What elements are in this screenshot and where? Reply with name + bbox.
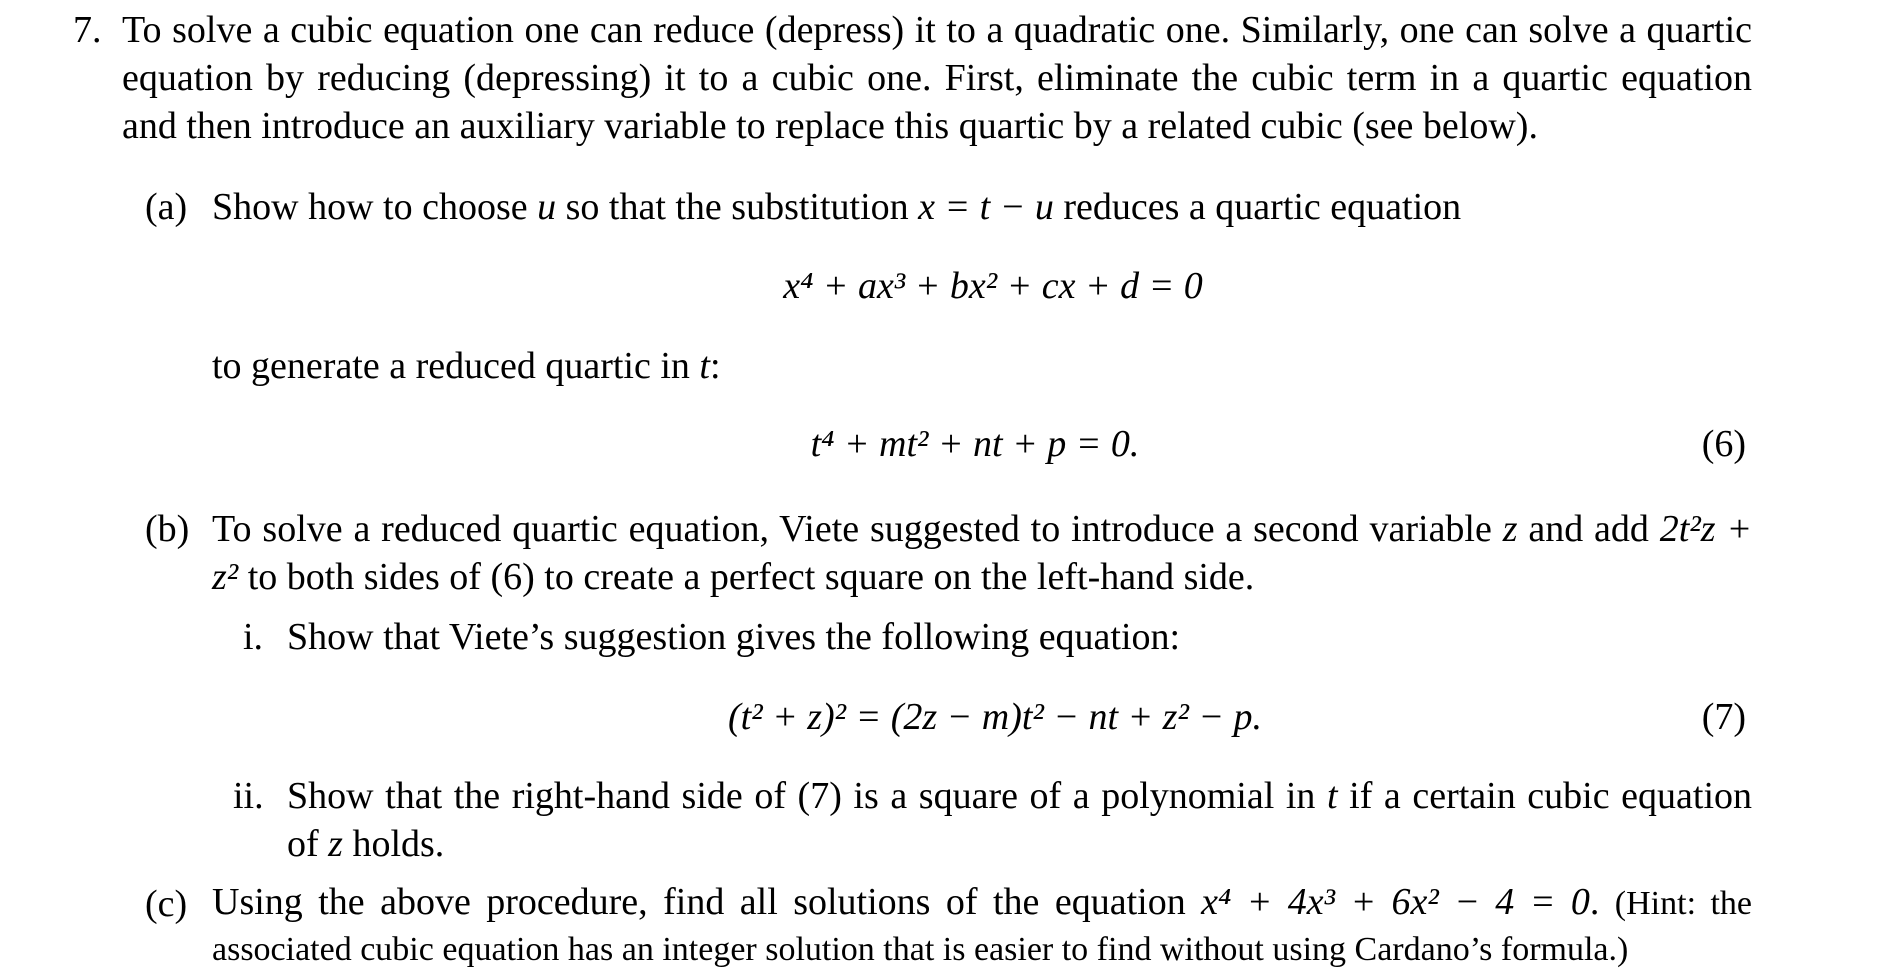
part-a-followup	[212, 342, 721, 390]
var-z: z	[1502, 508, 1518, 550]
var-t-2: t	[1327, 775, 1338, 817]
var-t: t	[699, 345, 710, 387]
part-a-text-after: reduces a quartic equation	[1053, 186, 1462, 228]
viete-equation-text: (t² + z)² = (2z − m)t² − nt + z² − p.	[727, 696, 1263, 738]
sub-ii-label: ii.	[233, 775, 264, 817]
var-u: u	[537, 186, 557, 228]
sub-i-label: i.	[243, 616, 264, 658]
part-c-text	[212, 880, 1752, 972]
viete-equation	[47, 693, 1896, 741]
part-c-label: (c)	[145, 883, 188, 925]
part-a-followup-after: :	[709, 345, 721, 387]
part-a-text-mid: so that the substitution	[556, 186, 919, 228]
var-z-2: z	[328, 823, 343, 865]
part-a-label: (a)	[145, 186, 188, 228]
part-b-text	[212, 505, 1752, 601]
equation-number-7: (7)	[1701, 696, 1746, 738]
reduced-quartic-text: t⁴ + mt² + nt + p = 0.	[810, 423, 1140, 465]
problem-number: 7.	[73, 9, 102, 51]
problem-intro: To solve a cubic equation one can reduce (depress) it to a quadratic one. Similarly, one can solve a quartic equation by reducing (depressing) it to a cubic one. First, eliminate the cubic term in a quartic equation and then introduce an auxiliary variable to replace this quartic by a related cubic (see below).	[122, 9, 1752, 147]
part-a-text	[212, 183, 1752, 231]
part-c-text-after: .	[1589, 881, 1615, 923]
quartic-equation-text: x⁴ + ax³ + bx² + cx + d = 0	[783, 265, 1203, 307]
part-a-followup-before: to generate a reduced quartic in	[212, 345, 700, 387]
sub-ii-text	[287, 772, 1752, 868]
part-b-text-mid: and add	[1517, 508, 1660, 550]
part-c-hint: (Hint: the associated cubic equation has an integer solution that is easier to find without using Cardano’s formula.)	[212, 885, 1752, 968]
part-a-text-before: Show how to choose	[212, 186, 538, 228]
part-c-equation: x⁴ + 4x³ + 6x² − 4 = 0	[1201, 881, 1590, 923]
substitution-expression: x = t − u	[918, 186, 1054, 228]
equation-number-6: (6)	[1701, 423, 1746, 465]
quartic-equation	[45, 262, 1896, 310]
part-b-text-after: to both sides of (6) to create a perfect square on the left-hand side.	[238, 556, 1255, 598]
part-b-label: (b)	[145, 508, 190, 550]
sub-i-text: Show that Viete’s suggestion gives the following equation:	[287, 616, 1181, 658]
added-term: 2t²z + z²	[212, 508, 1752, 598]
part-c-text-before: Using the above procedure, find all solutions of the equation	[212, 881, 1202, 923]
part-b-text-before: To solve a reduced quartic equation, Viete suggested to introduce a second variable	[212, 508, 1503, 550]
reduced-quartic-equation	[27, 420, 1896, 468]
sub-ii-text-after: holds.	[342, 823, 445, 865]
sub-ii-text-before: Show that the right-hand side of (7) is a square of a polynomial in	[287, 775, 1327, 817]
sub-ii-text-mid: if a certain cubic equation of	[287, 775, 1752, 865]
